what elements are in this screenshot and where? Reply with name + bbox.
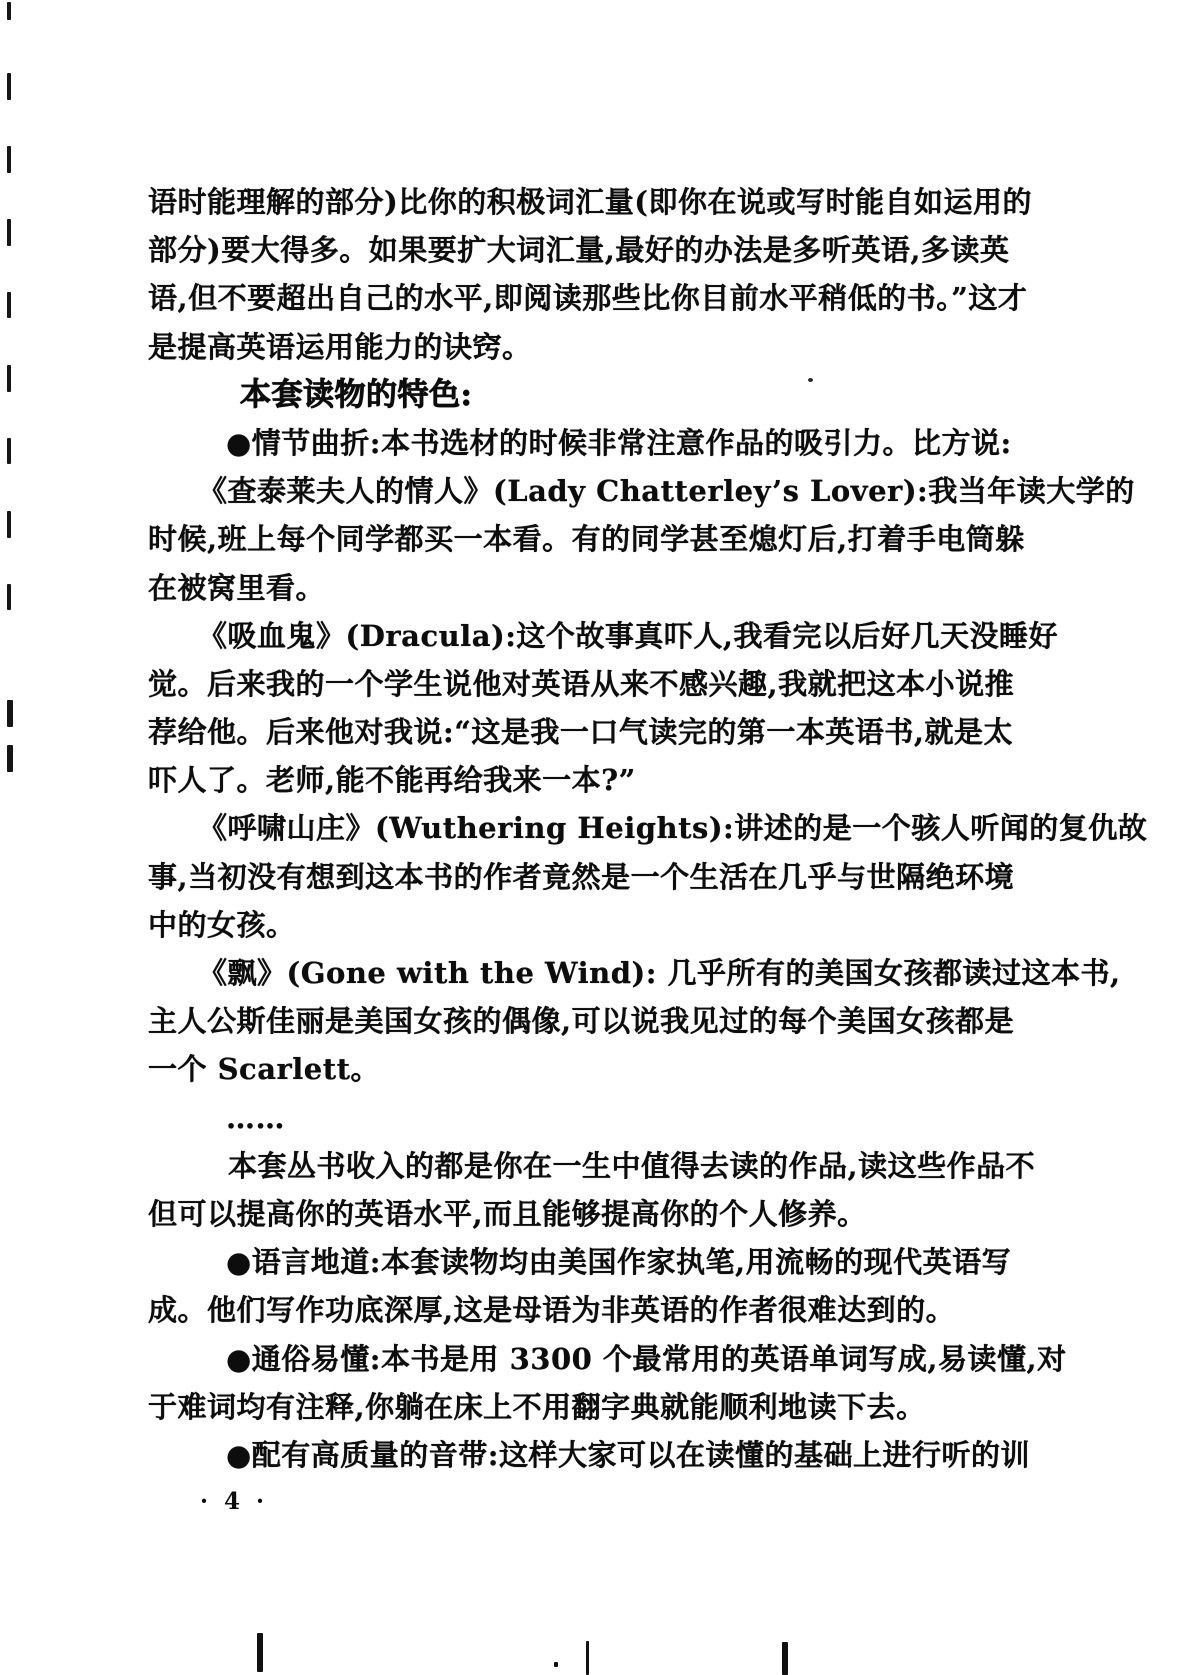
ink-speck <box>808 378 813 382</box>
text-line: 在被窝里看。 <box>148 570 326 605</box>
registration-mark <box>586 1641 589 1675</box>
text-line: ●通俗易懂:本书是用 3300 个最常用的英语单词写成,易读懂,对 <box>226 1341 1067 1376</box>
text-line: 时候,班上每个同学都买一本看。有的同学甚至熄灯后,打着手电筒躲 <box>148 522 1025 557</box>
text-line: 是提高英语运用能力的诀窍。 <box>148 329 532 364</box>
edge-mark <box>7 745 13 772</box>
text-line: 《吸血鬼》(Dracula):这个故事真吓人,我看完以后好几天没睡好 <box>198 618 1059 653</box>
text-line: ●情节曲折:本书选材的时候非常注意作品的吸引力。比方说: <box>226 425 1012 460</box>
text-line: 主人公斯佳丽是美国女孩的偶像,可以说我见过的每个美国女孩都是 <box>148 1004 1015 1039</box>
text-line: 《查泰莱夫人的情人》(Lady Chatterley’s Lover):我当年读大学的 <box>198 474 1135 509</box>
edge-mark <box>7 584 11 610</box>
text-line: ●配有高质量的音带:这样大家可以在读懂的基础上进行听的训 <box>226 1437 1031 1472</box>
edge-mark <box>7 219 11 246</box>
text-line: 事,当初没有想到这本书的作者竟然是一个生活在几乎与世隔绝环境 <box>148 859 1015 894</box>
section-heading: 本套读物的特色: <box>240 376 473 413</box>
text-line: 觉。后来我的一个学生说他对英语从来不感兴趣,我就把这本小说推 <box>148 666 1015 701</box>
text-block <box>148 178 1148 1479</box>
text-line: 于难词均有注释,你躺在床上不用翻字典就能顺利地读下去。 <box>148 1389 926 1424</box>
text-line: 中的女孩。 <box>148 907 296 942</box>
text-line: 语时能理解的部分)比你的积极词汇量(即你在说或写时能自如运用的 <box>148 185 1032 219</box>
text-line: 荐给他。后来他对我说:“这是我一口气读完的第一本英语书,就是太 <box>148 715 1013 750</box>
text-line: 《飘》(Gone with the Wind): 几乎所有的美国女孩都读过这本书, <box>198 956 1121 990</box>
text-line: 一个 Scarlett。 <box>148 1052 381 1087</box>
edge-mark <box>7 438 11 464</box>
edge-mark <box>7 700 13 727</box>
text-line: 语,但不要超出自己的水平,即阅读那些比你目前水平稍低的书。”这才 <box>148 281 1028 316</box>
edge-mark <box>7 365 11 392</box>
registration-mark <box>554 1662 558 1667</box>
registration-mark <box>782 1642 788 1675</box>
text-line: 本套丛书收入的都是你在一生中值得去读的作品,读这些作品不 <box>228 1148 1036 1183</box>
text-line: ●语言地道:本套读物均由美国作家执笔,用流畅的现代英语写 <box>226 1245 1012 1280</box>
text-line: 吓人了。老师,能不能再给我来一本?” <box>148 763 636 798</box>
edge-mark <box>7 73 11 100</box>
text-line: 但可以提高你的英语水平,而且能够提高你的个人修养。 <box>148 1196 867 1231</box>
page-number: · 4 · <box>200 1488 269 1515</box>
edge-mark <box>7 511 11 538</box>
text-line: …… <box>226 1100 285 1135</box>
registration-mark <box>257 1633 263 1672</box>
text-line: 部分)要大得多。如果要扩大词汇量,最好的办法是多听英语,多读英 <box>148 233 1010 268</box>
edge-mark <box>7 2 11 20</box>
text-line: 《呼啸山庄》(Wuthering Heights):讲述的是一个骇人听闻的复仇故 <box>198 811 1148 846</box>
edge-mark <box>7 146 11 173</box>
edge-mark <box>7 292 11 318</box>
text-line: 成。他们写作功底深厚,这是母语为非英语的作者很难达到的。 <box>148 1293 956 1328</box>
